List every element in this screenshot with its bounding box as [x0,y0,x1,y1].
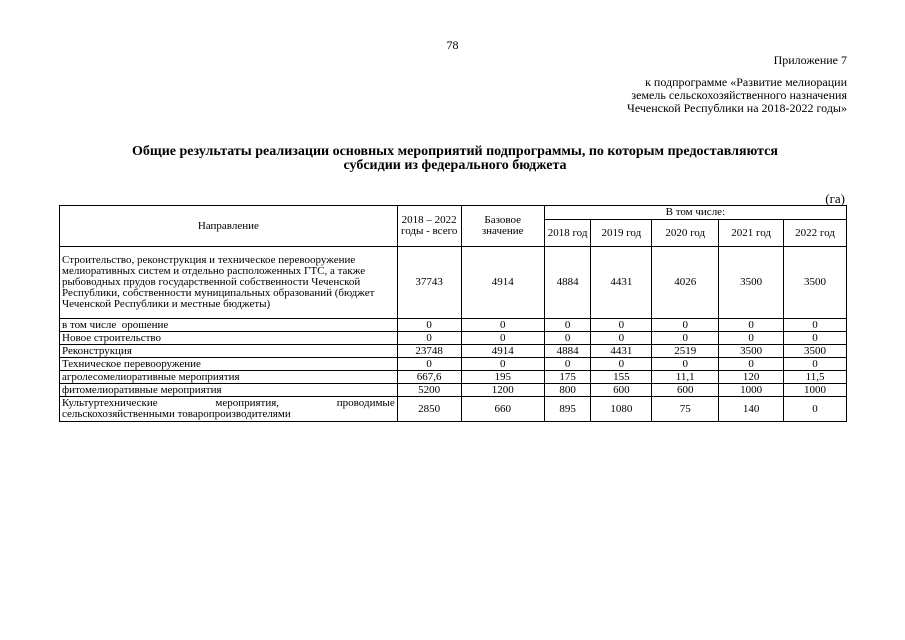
cell-2018: 4884 [544,247,591,319]
row-direction: агролесомелиоративные мероприятия [60,371,398,384]
cell-2020: 75 [652,397,719,422]
table-row [60,358,847,371]
appendix-block [627,54,847,115]
cell-2018: 0 [544,358,591,371]
cell-2021: 120 [719,371,784,384]
cell-base: 4914 [461,345,544,358]
cell-2020: 2519 [652,345,719,358]
row-direction: Новое строительство [60,332,398,345]
table-row [60,371,847,384]
cell-2020: 0 [652,358,719,371]
cell-2019: 155 [591,371,652,384]
cell-2022: 1000 [784,384,847,397]
row-direction: Строительство, реконструкция и техническое перевооружение мелиоративных систем и отдельно расположенных ГТС, а также рыбоводных прудов государственной собственности Чеченской Республики, собственности муниципальных образований (бюджет Чеченской Республики и местные бюджеты) [60,247,398,319]
header-year-2021: 2021 год [719,220,784,247]
table-row [60,345,847,358]
table-row [60,319,847,332]
cell-2020: 600 [652,384,719,397]
cell-2021: 0 [719,358,784,371]
cell-2019: 0 [591,358,652,371]
results-table [59,205,847,422]
unit-label: (га) [825,191,845,206]
cell-2020: 11,1 [652,371,719,384]
cell-2019: 0 [591,319,652,332]
cell-2020: 0 [652,319,719,332]
table-row [60,397,847,422]
cell-2021: 1000 [719,384,784,397]
cell-2019: 4431 [591,247,652,319]
cell-2022: 0 [784,397,847,422]
table-row [60,247,847,319]
header-base: Базовое значение [461,206,544,247]
cell-base: 195 [461,371,544,384]
cell-2019: 600 [591,384,652,397]
cell-2021: 0 [719,332,784,345]
cell-2021: 0 [719,319,784,332]
header-year-2019: 2019 год [591,220,652,247]
cell-total: 0 [397,332,461,345]
cell-total: 0 [397,358,461,371]
cell-base: 0 [461,358,544,371]
cell-total: 23748 [397,345,461,358]
cell-total: 667,6 [397,371,461,384]
header-year-2022: 2022 год [784,220,847,247]
cell-total: 5200 [397,384,461,397]
cell-2019: 4431 [591,345,652,358]
cell-2018: 175 [544,371,591,384]
cell-2021: 3500 [719,247,784,319]
cell-total: 2850 [397,397,461,422]
cell-base: 4914 [461,247,544,319]
header-total: 2018 – 2022 годы - всего [397,206,461,247]
row-direction: фитомелиоративные мероприятия [60,384,398,397]
cell-2019: 0 [591,332,652,345]
appendix-line-2: земель сельскохозяйственного назначения [631,88,847,102]
row-direction: в том числе орошение [60,319,398,332]
document-title [60,145,850,173]
appendix-title: Приложение 7 [773,53,847,67]
cell-2018: 800 [544,384,591,397]
cell-2020: 4026 [652,247,719,319]
row-direction: Техническое перевооружение [60,358,398,371]
cell-total: 37743 [397,247,461,319]
appendix-line-1: к подпрограмме «Развитие мелиорации [645,75,847,89]
table-row [60,332,847,345]
cell-2022: 0 [784,319,847,332]
appendix-line-3: Чеченской Республики на 2018-2022 годы» [627,101,847,115]
cell-2019: 1080 [591,397,652,422]
cell-base: 0 [461,319,544,332]
header-including: В том числе: [544,206,846,220]
row-direction: Реконструкция [60,345,398,358]
row-direction [60,397,398,422]
cell-2018: 0 [544,332,591,345]
direction-word: проводимые [336,397,395,409]
cell-2022: 11,5 [784,371,847,384]
direction-word: мероприятия, [215,397,280,409]
cell-2021: 3500 [719,345,784,358]
direction-line-2: сельскохозяйственными товаропроизводителями [62,408,291,420]
page-number: 78 [446,38,459,52]
cell-base: 1200 [461,384,544,397]
cell-2022: 3500 [784,247,847,319]
cell-base: 660 [461,397,544,422]
cell-2018: 4884 [544,345,591,358]
cell-2018: 0 [544,319,591,332]
cell-2018: 895 [544,397,591,422]
document-title-line-2: субсидии из федерального бюджета [343,158,567,173]
header-row [60,206,847,220]
direction-word: Культуртехнические [62,397,158,409]
header-year-2018: 2018 год [544,220,591,247]
document-title-line-1: Общие результаты реализации основных мероприятий подпрограммы, по которым предоставляются [132,144,778,159]
table-row [60,384,847,397]
cell-total: 0 [397,319,461,332]
cell-2022: 0 [784,332,847,345]
cell-2020: 0 [652,332,719,345]
cell-base: 0 [461,332,544,345]
cell-2021: 140 [719,397,784,422]
header-year-2020: 2020 год [652,220,719,247]
cell-2022: 0 [784,358,847,371]
cell-2022: 3500 [784,345,847,358]
header-direction: Направление [60,206,398,247]
